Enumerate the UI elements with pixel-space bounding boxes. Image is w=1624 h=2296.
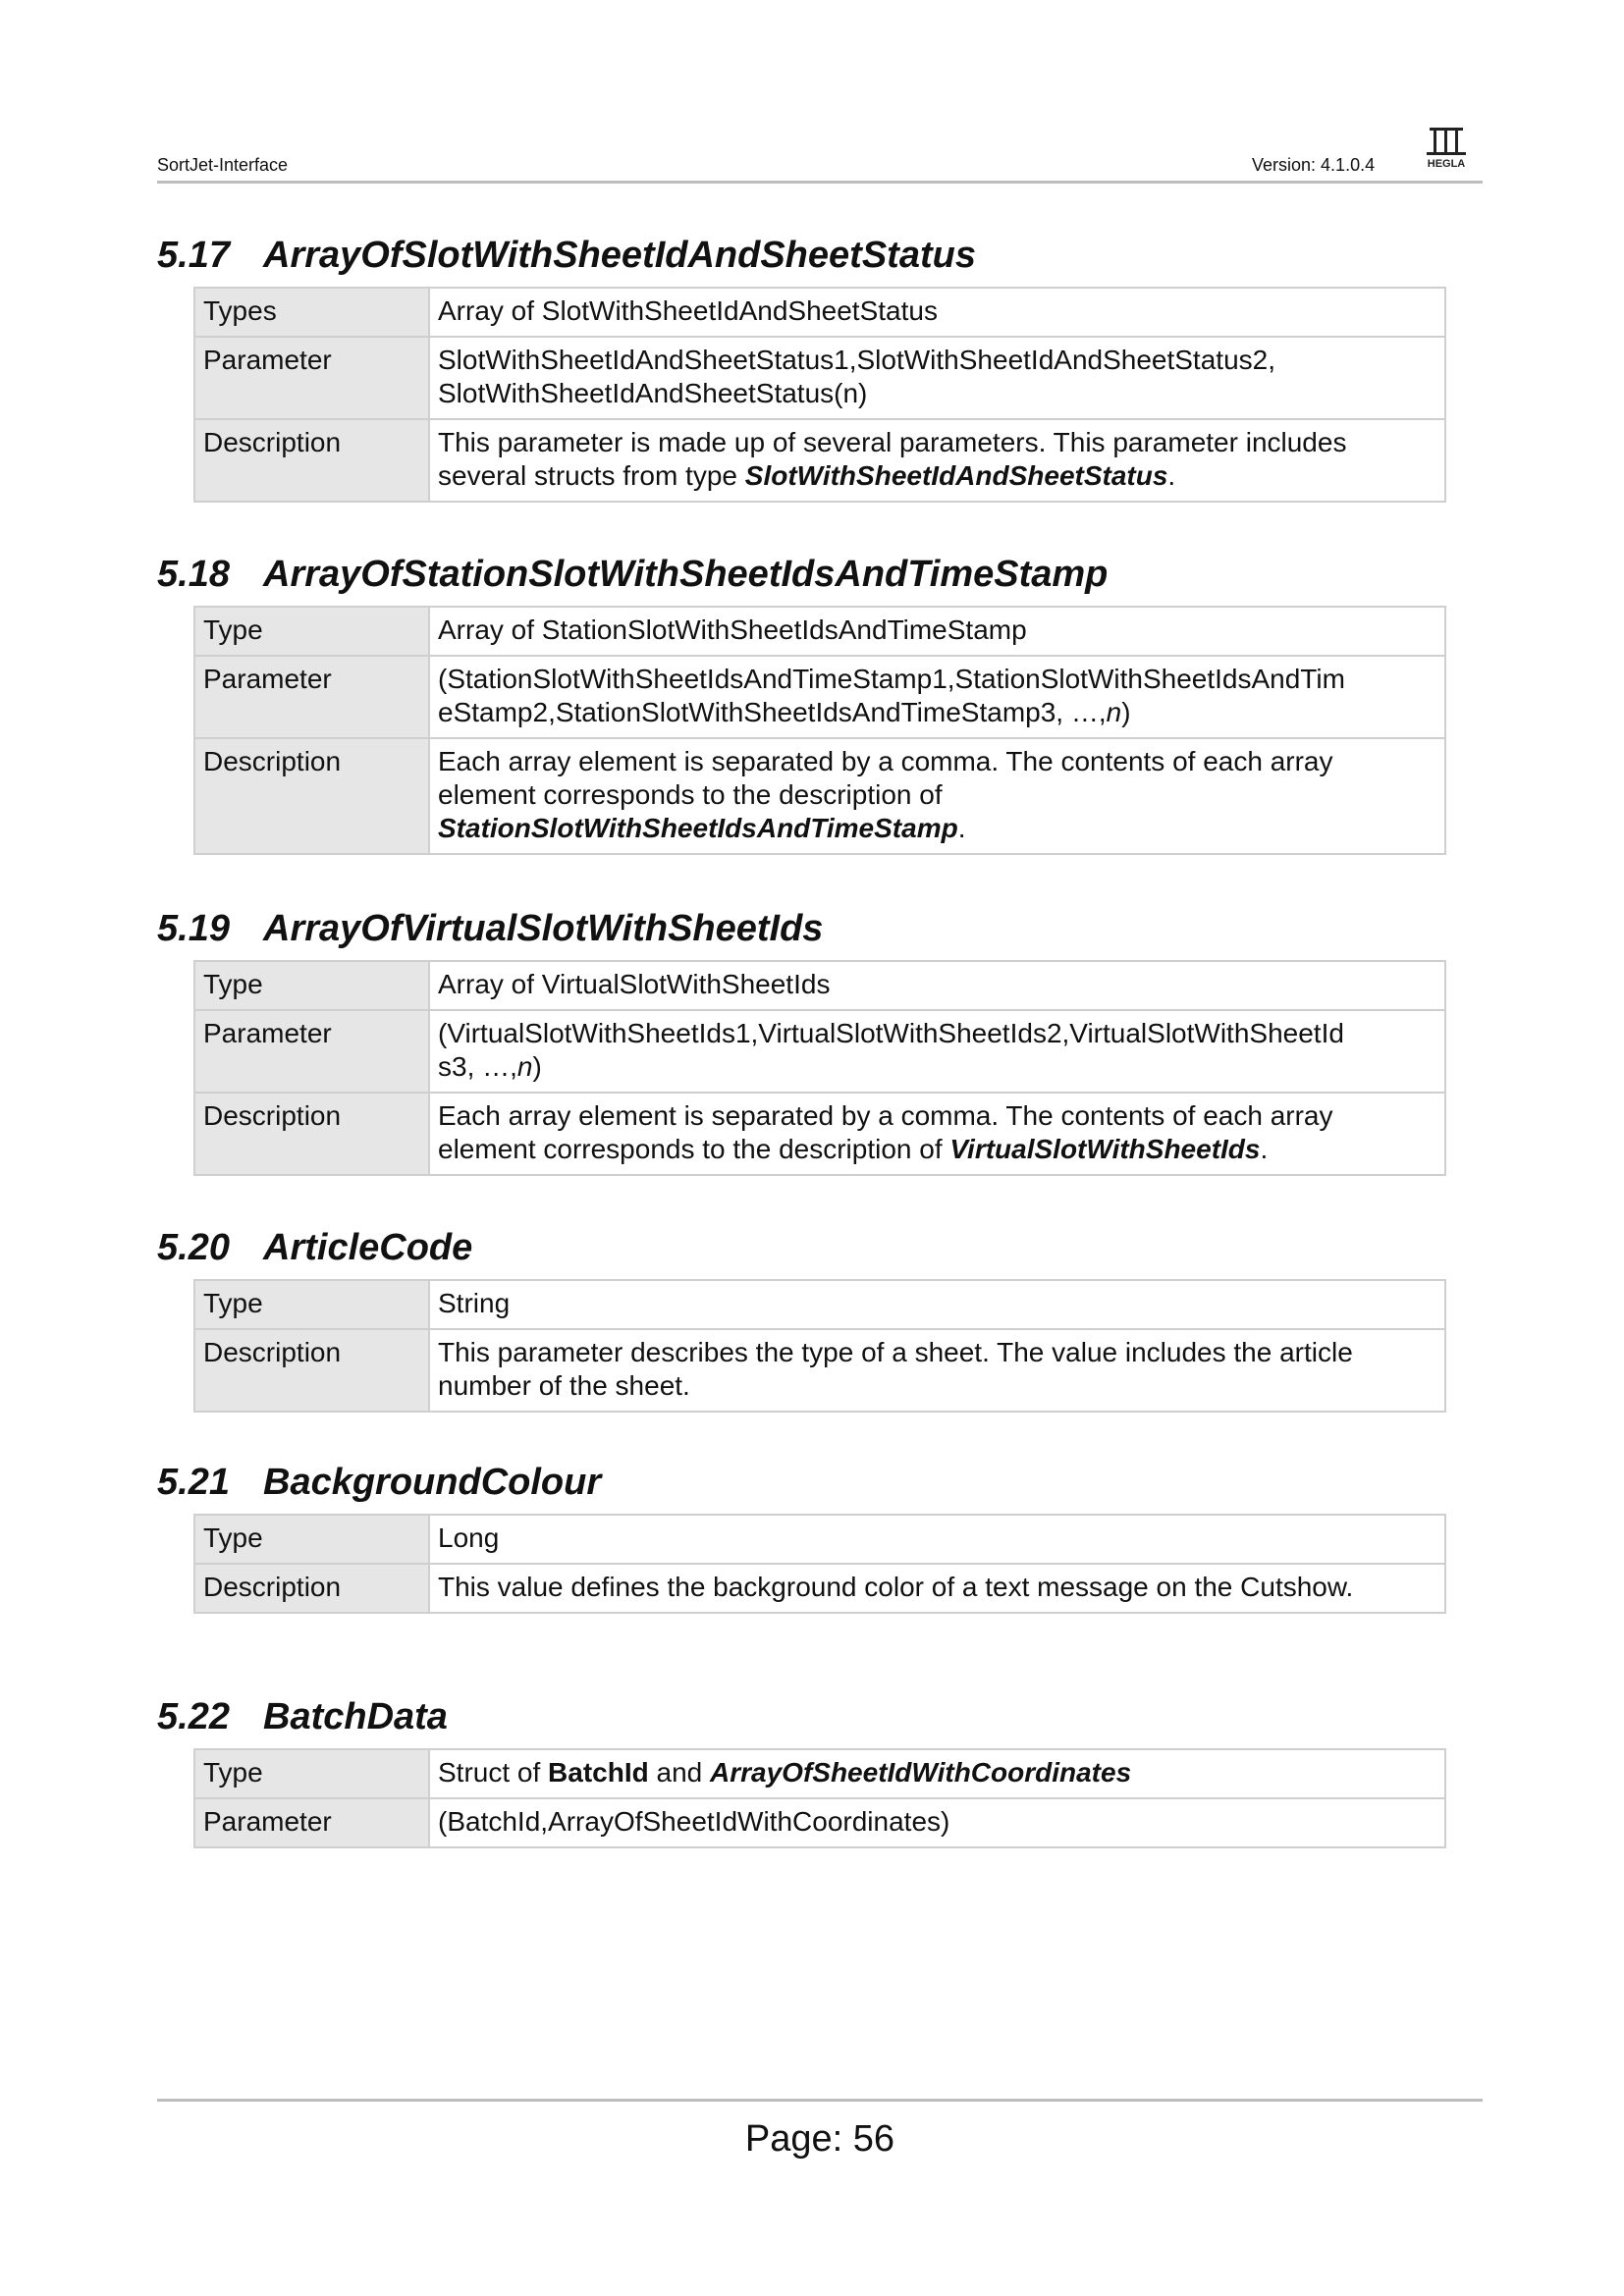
- row-key: Type: [194, 607, 429, 656]
- row-value: Struct of BatchId and ArrayOfSheetIdWithCoordinates: [429, 1749, 1445, 1798]
- row-value: Each array element is separated by a comma. The contents of each array element corresponds to the description of StationSlotWithSheetIdsAndTimeStamp.: [429, 738, 1445, 854]
- row-value: Each array element is separated by a comma. The contents of each array element corresponds to the description of VirtualSlotWithSheetIds.: [429, 1093, 1445, 1175]
- version-label: Version: 4.1.0.4: [1252, 155, 1376, 175]
- section-5-18: [157, 543, 1483, 855]
- row-key: Parameter: [194, 656, 429, 738]
- svg-text:HEGLA: HEGLA: [1427, 158, 1466, 169]
- table-row: [194, 1093, 1445, 1175]
- table-row: [194, 1798, 1445, 1847]
- section-5-22: [157, 1685, 1483, 1848]
- section-5-21: [157, 1451, 1483, 1614]
- row-value: Array of VirtualSlotWithSheetIds: [429, 961, 1445, 1010]
- row-key: Description: [194, 738, 429, 854]
- section-5-17: [157, 224, 1483, 503]
- definition-table: [193, 287, 1446, 503]
- section-5-20: [157, 1216, 1483, 1413]
- section-heading: 5.22 BatchData: [157, 1696, 448, 1737]
- row-key: Type: [194, 1749, 429, 1798]
- table-row: [194, 1280, 1445, 1329]
- row-value: (BatchId,ArrayOfSheetIdWithCoordinates): [429, 1798, 1445, 1847]
- row-key: Parameter: [194, 337, 429, 419]
- section-heading: 5.21 BackgroundColour: [157, 1462, 602, 1503]
- page-header: [157, 147, 1483, 184]
- definition-table: [193, 1748, 1446, 1848]
- section-heading: 5.19 ArrayOfVirtualSlotWithSheetIds: [157, 908, 824, 949]
- table-row: [194, 337, 1445, 419]
- table-row: [194, 288, 1445, 337]
- definition-table: [193, 1279, 1446, 1413]
- row-value: This parameter is made up of several parameters. This parameter includes several structs from type SlotWithSheetIdAndSheetStatus.: [429, 419, 1445, 502]
- row-value: (StationSlotWithSheetIdsAndTimeStamp1,StationSlotWithSheetIdsAndTim eStamp2,StationSlotWithSheetIdsAndTimeStamp3, …,n): [429, 656, 1445, 738]
- page-number: Page: 56: [744, 2118, 895, 2160]
- row-value: Long: [429, 1515, 1445, 1564]
- table-row: [194, 1564, 1445, 1613]
- row-key: Parameter: [194, 1798, 429, 1847]
- row-key: Types: [194, 288, 429, 337]
- row-key: Type: [194, 961, 429, 1010]
- row-value: (VirtualSlotWithSheetIds1,VirtualSlotWithSheetIds2,VirtualSlotWithSheetId s3, …,n): [429, 1010, 1445, 1093]
- row-value: String: [429, 1280, 1445, 1329]
- table-row: [194, 961, 1445, 1010]
- document-title: SortJet-Interface: [157, 155, 289, 175]
- definition-table: [193, 1514, 1446, 1614]
- row-key: Description: [194, 419, 429, 502]
- row-key: Description: [194, 1329, 429, 1412]
- row-value: Array of StationSlotWithSheetIdsAndTimeStamp: [429, 607, 1445, 656]
- table-row: [194, 1749, 1445, 1798]
- row-key: Type: [194, 1280, 429, 1329]
- row-key: Type: [194, 1515, 429, 1564]
- table-row: [194, 1010, 1445, 1093]
- section-heading: 5.20 ArticleCode: [157, 1227, 473, 1268]
- table-row: [194, 656, 1445, 738]
- table-row: [194, 419, 1445, 502]
- row-value: This value defines the background color of a text message on the Cutshow.: [429, 1564, 1445, 1613]
- row-key: Parameter: [194, 1010, 429, 1093]
- definition-table: [193, 606, 1446, 855]
- section-5-19: [157, 897, 1483, 1176]
- row-value: SlotWithSheetIdAndSheetStatus1,SlotWithSheetIdAndSheetStatus2, SlotWithSheetIdAndSheetStatus(n): [429, 337, 1445, 419]
- row-value: Array of SlotWithSheetIdAndSheetStatus: [429, 288, 1445, 337]
- section-heading: 5.17 ArrayOfSlotWithSheetIdAndSheetStatus: [157, 235, 976, 276]
- table-row: [194, 738, 1445, 854]
- row-value: This parameter describes the type of a sheet. The value includes the article number of the sheet.: [429, 1329, 1445, 1412]
- section-heading: 5.18 ArrayOfStationSlotWithSheetIdsAndTimeStamp: [157, 554, 1109, 595]
- footer-divider: [157, 2099, 1483, 2102]
- table-row: [194, 1329, 1445, 1412]
- hegla-logo-icon: [1424, 126, 1469, 169]
- table-row: [194, 607, 1445, 656]
- definition-table: [193, 960, 1446, 1176]
- row-key: Description: [194, 1093, 429, 1175]
- row-key: Description: [194, 1564, 429, 1613]
- table-row: [194, 1515, 1445, 1564]
